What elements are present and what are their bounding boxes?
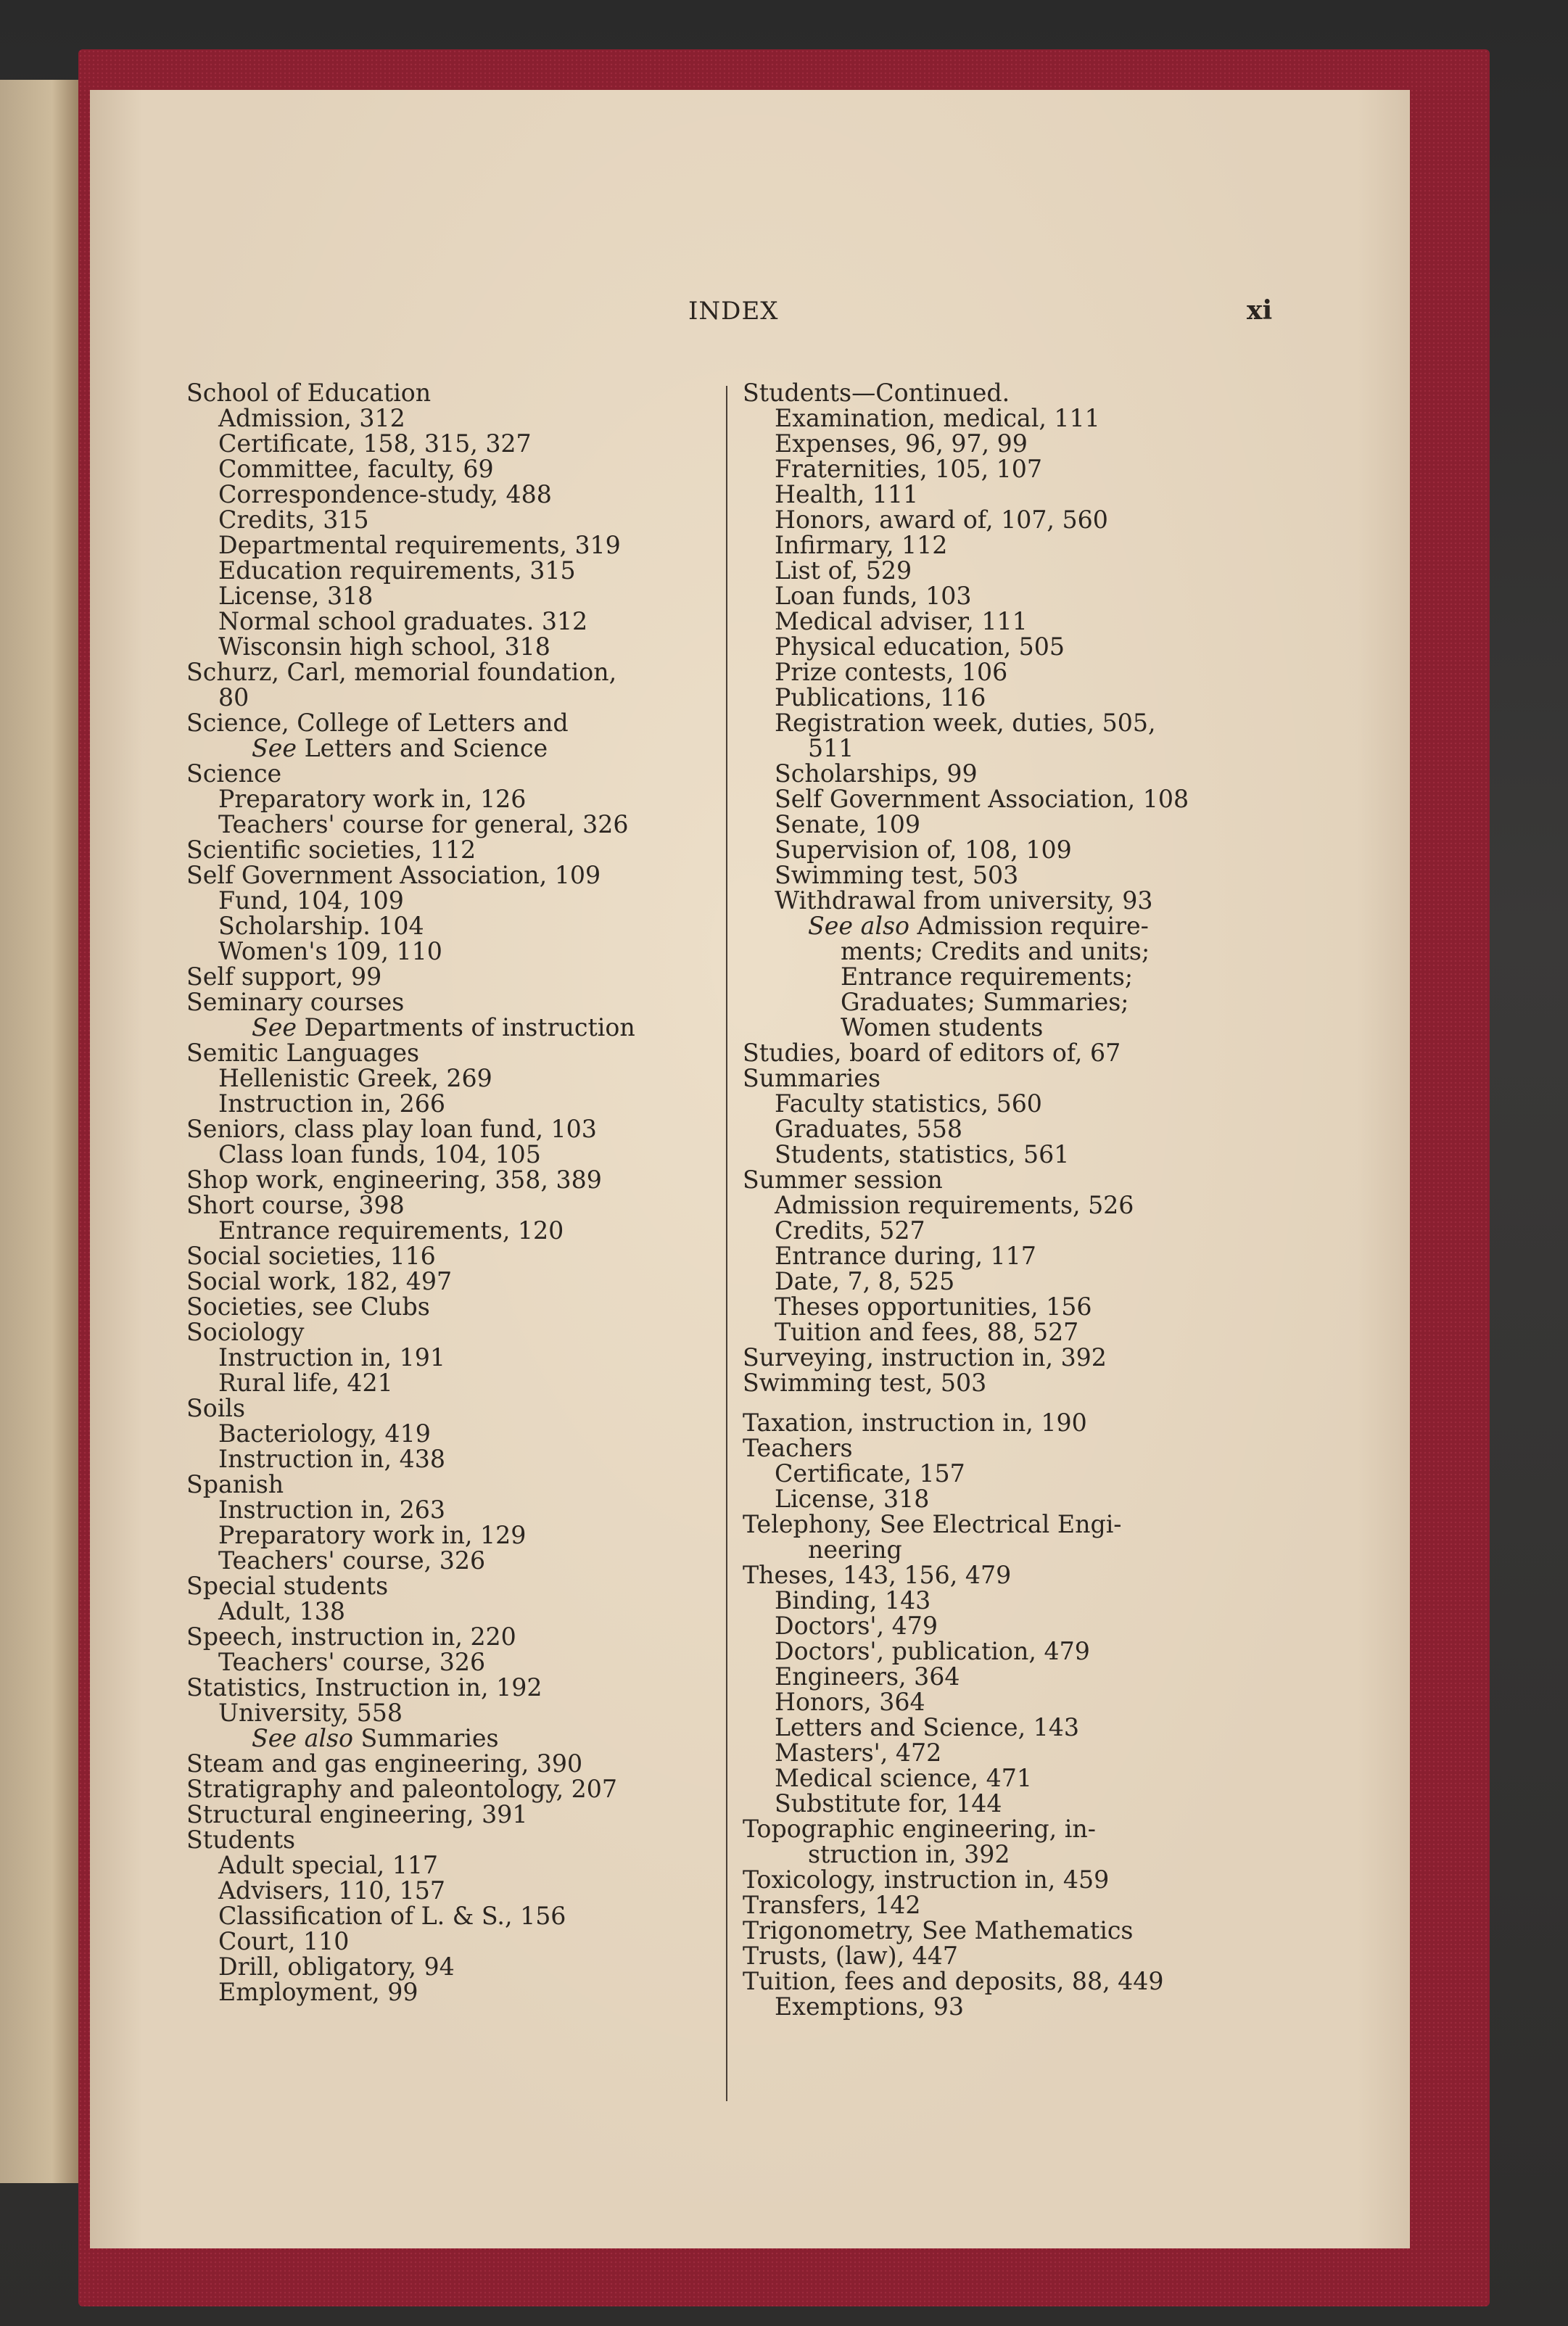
- index-subentry: Loan funds, 103: [775, 582, 972, 610]
- index-column-left: [186, 380, 745, 2005]
- index-subentry: See Departments of instruction: [252, 1013, 635, 1042]
- index-entry: Spanish: [186, 1470, 284, 1498]
- index-entry: Tuition, fees and deposits, 88, 449: [743, 1967, 1164, 1995]
- index-subentry: Health, 111: [775, 480, 919, 508]
- index-subentry: Instruction in, 438: [218, 1445, 445, 1473]
- index-subentry: Medical science, 471: [775, 1764, 1032, 1792]
- index-subentry: Credits, 315: [218, 506, 369, 534]
- index-subentry: Drill, obligatory, 94: [218, 1952, 455, 1981]
- index-subentry: List of, 529: [775, 556, 912, 585]
- index-entry: Teachers: [743, 1434, 853, 1462]
- index-entry: Schurz, Carl, memorial foundation,: [186, 658, 617, 686]
- index-subentry: Credits, 527: [775, 1216, 925, 1245]
- index-subentry: Teachers' course, 326: [218, 1648, 486, 1676]
- index-subentry: 80: [218, 683, 249, 712]
- index-subentry: 511: [808, 734, 854, 762]
- index-entry: Stratigraphy and paleontology, 207: [186, 1775, 618, 1803]
- index-entry: School of Education: [186, 379, 432, 407]
- index-subentry: Doctors', publication, 479: [775, 1637, 1090, 1665]
- index-subentry: Self Government Association, 108: [775, 785, 1189, 813]
- index-subentry: Women students: [841, 1013, 1044, 1042]
- index-entry: Transfers, 142: [743, 1891, 921, 1919]
- index-subentry: Engineers, 364: [775, 1662, 960, 1691]
- index-entry: Summer session: [743, 1166, 943, 1194]
- index-section-gap: [743, 1395, 1301, 1410]
- index-subentry: Wisconsin high school, 318: [218, 632, 550, 661]
- index-entry: Steam and gas engineering, 390: [186, 1749, 583, 1778]
- index-subentry: Admission requirements, 526: [775, 1191, 1134, 1219]
- index-subentry: struction in, 392: [808, 1840, 1010, 1868]
- index-subentry: See Letters and Science: [252, 734, 548, 762]
- index-subentry: Admission, 312: [218, 404, 405, 432]
- page-number: xi: [1247, 295, 1273, 326]
- index-entry: Special students: [186, 1572, 389, 1600]
- index-entry: Trusts, (law), 447: [743, 1942, 959, 1970]
- index-subentry: Senate, 109: [775, 810, 920, 838]
- index-subentry: License, 318: [218, 582, 374, 610]
- index-subentry: Teachers' course for general, 326: [218, 810, 629, 838]
- index-subentry: Preparatory work in, 126: [218, 785, 527, 813]
- index-subentry: Instruction in, 191: [218, 1343, 445, 1372]
- index-entry: Short course, 398: [186, 1191, 405, 1219]
- index-subentry: Honors, 364: [775, 1688, 925, 1716]
- index-subentry: Court, 110: [218, 1927, 350, 1955]
- index-subentry: Instruction in, 263: [218, 1496, 445, 1524]
- index-subentry: Certificate, 158, 315, 327: [218, 429, 532, 458]
- index-subentry: ments; Credits and units;: [841, 937, 1150, 965]
- index-entry: Scientific societies, 112: [186, 836, 476, 864]
- index-subentry: Infirmary, 112: [775, 531, 948, 559]
- index-subentry: Certificate, 157: [775, 1459, 965, 1488]
- index-subentry: Fund, 104, 109: [218, 886, 404, 915]
- index-subentry: Committee, faculty, 69: [218, 455, 494, 483]
- index-subentry: Examination, medical, 111: [775, 404, 1100, 432]
- index-entry: Swimming test, 503: [743, 1369, 987, 1397]
- index-subentry: Advisers, 110, 157: [218, 1876, 446, 1905]
- index-subentry: Physical education, 505: [775, 632, 1065, 661]
- index-entry: Summaries: [743, 1064, 880, 1092]
- index-entry: Social societies, 116: [186, 1242, 436, 1270]
- index-subentry: Class loan funds, 104, 105: [218, 1140, 541, 1168]
- index-subentry: Withdrawal from university, 93: [775, 886, 1153, 915]
- index-subentry: See also Admission require-: [808, 912, 1149, 940]
- index-subentry: Bacteriology, 419: [218, 1419, 431, 1448]
- index-column-right: [743, 380, 1301, 2019]
- index-entry: Shop work, engineering, 358, 389: [186, 1166, 602, 1194]
- index-subentry: neering: [808, 1535, 902, 1564]
- index-subentry: Adult special, 117: [218, 1851, 439, 1879]
- index-entry: Self support, 99: [186, 962, 382, 991]
- index-subentry: University, 558: [218, 1699, 403, 1727]
- page-title: INDEX: [688, 297, 779, 326]
- index-subentry: Date, 7, 8, 525: [775, 1267, 955, 1295]
- index-entry: Telephony, See Electrical Engi-: [743, 1510, 1122, 1538]
- index-subentry: Hellenistic Greek, 269: [218, 1064, 492, 1092]
- index-entry: Soils: [186, 1394, 245, 1422]
- index-subentry: Fraternities, 105, 107: [775, 455, 1043, 483]
- index-subentry: Correspondence-study, 488: [218, 480, 552, 508]
- facing-page-edge: [0, 80, 87, 2183]
- index-subentry: Binding, 143: [775, 1586, 931, 1614]
- index-entry: Statistics, Instruction in, 192: [186, 1673, 542, 1702]
- index-entry: Science: [186, 759, 282, 788]
- index-subentry: Registration week, duties, 505,: [775, 709, 1156, 737]
- index-subentry: Scholarship. 104: [218, 912, 424, 940]
- index-entry: Surveying, instruction in, 392: [743, 1343, 1107, 1372]
- index-subentry: Entrance requirements, 120: [218, 1216, 564, 1245]
- index-subentry: Graduates; Summaries;: [841, 988, 1129, 1016]
- index-subentry: Instruction in, 266: [218, 1089, 445, 1118]
- index-entry: Toxicology, instruction in, 459: [743, 1865, 1110, 1894]
- index-subentry: Entrance requirements;: [841, 962, 1134, 991]
- index-subentry: Supervision of, 108, 109: [775, 836, 1072, 864]
- index-entry: Self Government Association, 109: [186, 861, 601, 889]
- index-subentry: Theses opportunities, 156: [775, 1292, 1092, 1321]
- index-entry: Studies, board of editors of, 67: [743, 1039, 1121, 1067]
- index-subentry: Masters', 472: [775, 1739, 942, 1767]
- index-subentry: Employment, 99: [218, 1978, 418, 2006]
- index-entry: Structural engineering, 391: [186, 1800, 528, 1828]
- index-subentry: Swimming test, 503: [775, 861, 1019, 889]
- index-entry: Trigonometry, See Mathematics: [743, 1916, 1134, 1944]
- index-subentry: Expenses, 96, 97, 99: [775, 429, 1028, 458]
- index-subentry: Prize contests, 106: [775, 658, 1008, 686]
- index-subentry: Exemptions, 93: [775, 1992, 964, 2021]
- index-subentry: Preparatory work in, 129: [218, 1521, 527, 1549]
- index-entry: Semitic Languages: [186, 1039, 420, 1067]
- index-subentry: Normal school graduates. 312: [218, 607, 588, 635]
- index-subentry: Substitute for, 144: [775, 1789, 1002, 1818]
- index-entry: Students: [186, 1826, 296, 1854]
- index-subentry: Publications, 116: [775, 683, 986, 712]
- index-entry: Seminary courses: [186, 988, 405, 1016]
- index-subentry: Entrance during, 117: [775, 1242, 1036, 1270]
- index-subentry: Classification of L. & S., 156: [218, 1902, 566, 1930]
- index-entry: Speech, instruction in, 220: [186, 1622, 516, 1651]
- index-entry: Societies, see Clubs: [186, 1292, 430, 1321]
- index-entry: Science, College of Letters and: [186, 709, 569, 737]
- index-subentry: Students, statistics, 561: [775, 1140, 1070, 1168]
- index-subentry: Scholarships, 99: [775, 759, 978, 788]
- index-subentry: Departmental requirements, 319: [218, 531, 621, 559]
- index-subentry: Teachers' course, 326: [218, 1546, 486, 1575]
- column-divider: [726, 386, 727, 2101]
- index-subentry: License, 318: [775, 1485, 930, 1513]
- index-entry: Theses, 143, 156, 479: [743, 1561, 1012, 1589]
- index-subentry: Faculty statistics, 560: [775, 1089, 1042, 1118]
- index-page: [90, 90, 1410, 2248]
- index-subentry: Women's 109, 110: [218, 937, 442, 965]
- index-entry: Sociology: [186, 1318, 305, 1346]
- index-subentry: Rural life, 421: [218, 1369, 393, 1397]
- index-entry: Topographic engineering, in-: [743, 1815, 1096, 1843]
- index-subentry: Graduates, 558: [775, 1115, 963, 1143]
- index-subentry: Adult, 138: [218, 1597, 345, 1625]
- index-entry: Students—Continued.: [743, 379, 1010, 407]
- index-entry: Taxation, instruction in, 190: [743, 1409, 1087, 1437]
- index-subentry: Doctors', 479: [775, 1612, 938, 1640]
- index-subentry: Honors, award of, 107, 560: [775, 506, 1108, 534]
- index-entry: Seniors, class play loan fund, 103: [186, 1115, 597, 1143]
- index-subentry: Medical adviser, 111: [775, 607, 1028, 635]
- index-subentry: Education requirements, 315: [218, 556, 576, 585]
- index-subentry: Tuition and fees, 88, 527: [775, 1318, 1079, 1346]
- index-subentry: See also Summaries: [252, 1724, 499, 1752]
- index-subentry: Letters and Science, 143: [775, 1713, 1080, 1741]
- index-entry: Social work, 182, 497: [186, 1267, 453, 1295]
